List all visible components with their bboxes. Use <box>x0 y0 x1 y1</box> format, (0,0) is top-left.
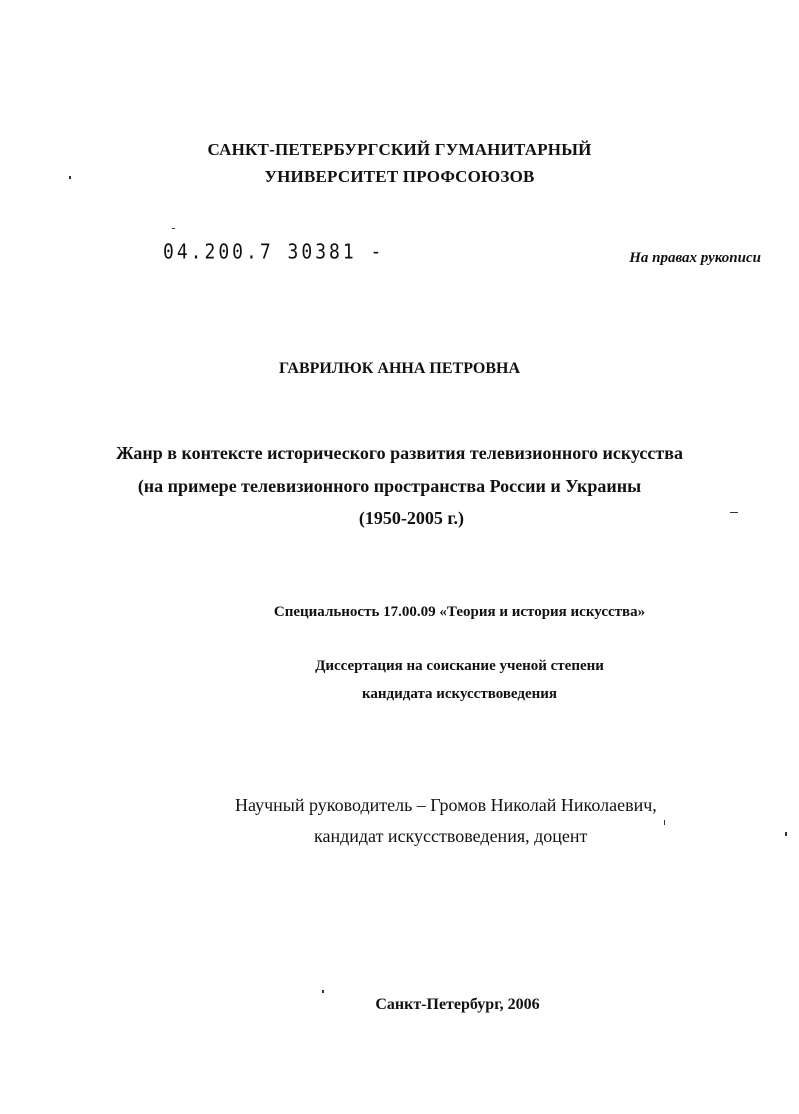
specialty-line: Специальность 17.00.09 «Теория и история искусства» <box>273 604 646 620</box>
rights-note: На правах рукописи <box>629 250 761 266</box>
city-year-line: Санкт-Петербург, 2006 <box>375 996 540 1013</box>
scan-speck <box>664 820 665 825</box>
dissertation-title-line-1: Жанр в контексте исторического развития телевизионного искусства <box>116 443 683 463</box>
dissertation-title-line-2: (на примере телевизионного пространства России и Украины <box>137 476 642 496</box>
dissertation-degree-line-2: кандидата искусствоведения <box>361 686 558 702</box>
scan-speck <box>172 228 175 229</box>
university-name-line-1: САНКТ-ПЕТЕРБУРГСКИЙ ГУМАНИТАРНЫЙ <box>207 140 592 159</box>
registration-stamp-number: 04.200.7 30381 - <box>163 240 385 265</box>
scan-speck <box>785 832 787 836</box>
university-name-line-2: УНИВЕРСИТЕТ ПРОФСОЮЗОВ <box>264 167 535 186</box>
scan-speck <box>69 176 71 179</box>
supervisor-line-2: кандидат искусствоведения, доцент <box>314 826 588 846</box>
scan-speck <box>322 990 324 993</box>
dissertation-title-line-3: (1950-2005 г.) <box>358 508 465 528</box>
scan-speck <box>730 512 738 513</box>
author-name: ГАВРИЛЮК АННА ПЕТРОВНА <box>278 360 520 377</box>
supervisor-line-1: Научный руководитель – Громов Николай Николаевич, <box>235 795 657 815</box>
dissertation-degree-line-1: Диссертация на соискание ученой степени <box>315 658 604 674</box>
